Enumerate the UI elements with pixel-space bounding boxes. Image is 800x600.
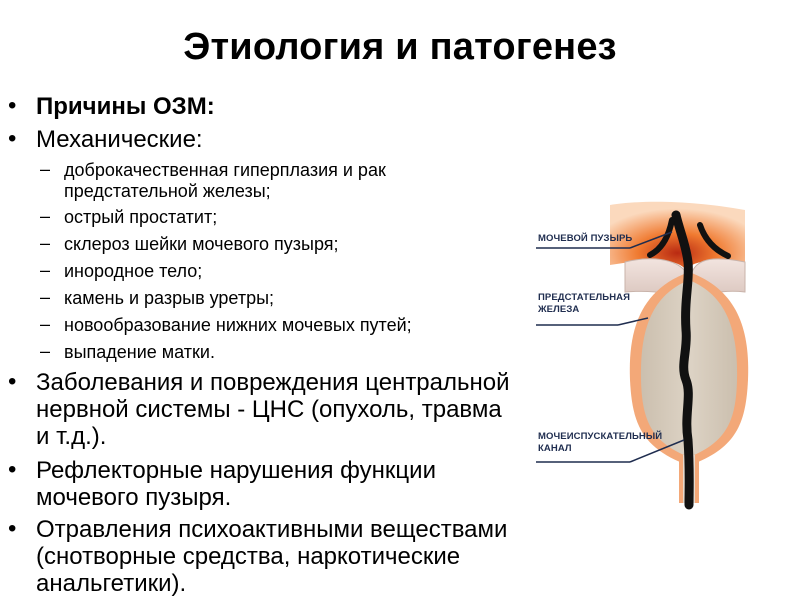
bullet-text: нервной системы - ЦНС (опухоль, травма <box>36 396 502 423</box>
sub-bullet-text: камень и разрыв уретры; <box>64 288 275 308</box>
sub-bullet-marker: – <box>40 287 51 307</box>
bullet-text: Механические: <box>36 126 203 153</box>
bullet-marker: • <box>8 515 17 542</box>
bullet-marker: • <box>8 456 17 483</box>
sub-bullet-marker: – <box>40 233 51 253</box>
sub-bullet-text: доброкачественная гиперплазия и рак <box>64 160 386 180</box>
sub-bullet-text: предстательной железы; <box>64 181 271 201</box>
sub-bullet-marker: – <box>40 206 51 226</box>
bullet-marker: • <box>8 125 17 152</box>
bullet-text: Причины ОЗМ: <box>36 93 215 120</box>
sub-bullet-text: острый простатит; <box>64 207 218 227</box>
sub-bullet-text: инородное тело; <box>64 261 203 281</box>
bullet-text: и т.д.). <box>36 423 107 450</box>
label-urethra-line-2: КАНАЛ <box>538 443 572 454</box>
bullet-text: (снотворные средства, наркотические <box>36 543 461 570</box>
sub-bullet-marker: – <box>40 341 51 361</box>
label-urethra-line-1: МОЧЕИСПУСКАТЕЛЬНЫЙ <box>538 431 663 442</box>
sub-bullet-text: склероз шейки мочевого пузыря; <box>64 234 339 254</box>
sub-bullet-marker: – <box>40 260 51 280</box>
label-prostate-line-2: ЖЕЛЕЗА <box>538 304 580 315</box>
sub-bullet-text: новообразование нижних мочевых путей; <box>64 315 412 335</box>
sub-bullet-marker: – <box>40 159 51 179</box>
bullet-text: Отравления психоактивными веществами <box>36 516 508 543</box>
bullet-text: мочевого пузыря. <box>36 484 232 511</box>
bullet-marker: • <box>8 368 17 395</box>
label-prostate-line-1: ПРЕДСТАТЕЛЬНАЯ <box>538 292 631 303</box>
sub-bullet-marker: – <box>40 314 51 334</box>
slide-title: Этиология и патогенез <box>183 26 617 68</box>
label-bladder-line: МОЧЕВОЙ ПУЗЫРЬ <box>538 233 633 244</box>
bullet-text: Заболевания и повреждения центральной <box>36 369 510 396</box>
bullet-text: анальгетики). <box>36 570 187 597</box>
bullet-marker: • <box>8 92 17 119</box>
bullet-text: Рефлекторные нарушения функции <box>36 457 436 484</box>
sub-bullet-text: выпадение матки. <box>64 342 215 362</box>
